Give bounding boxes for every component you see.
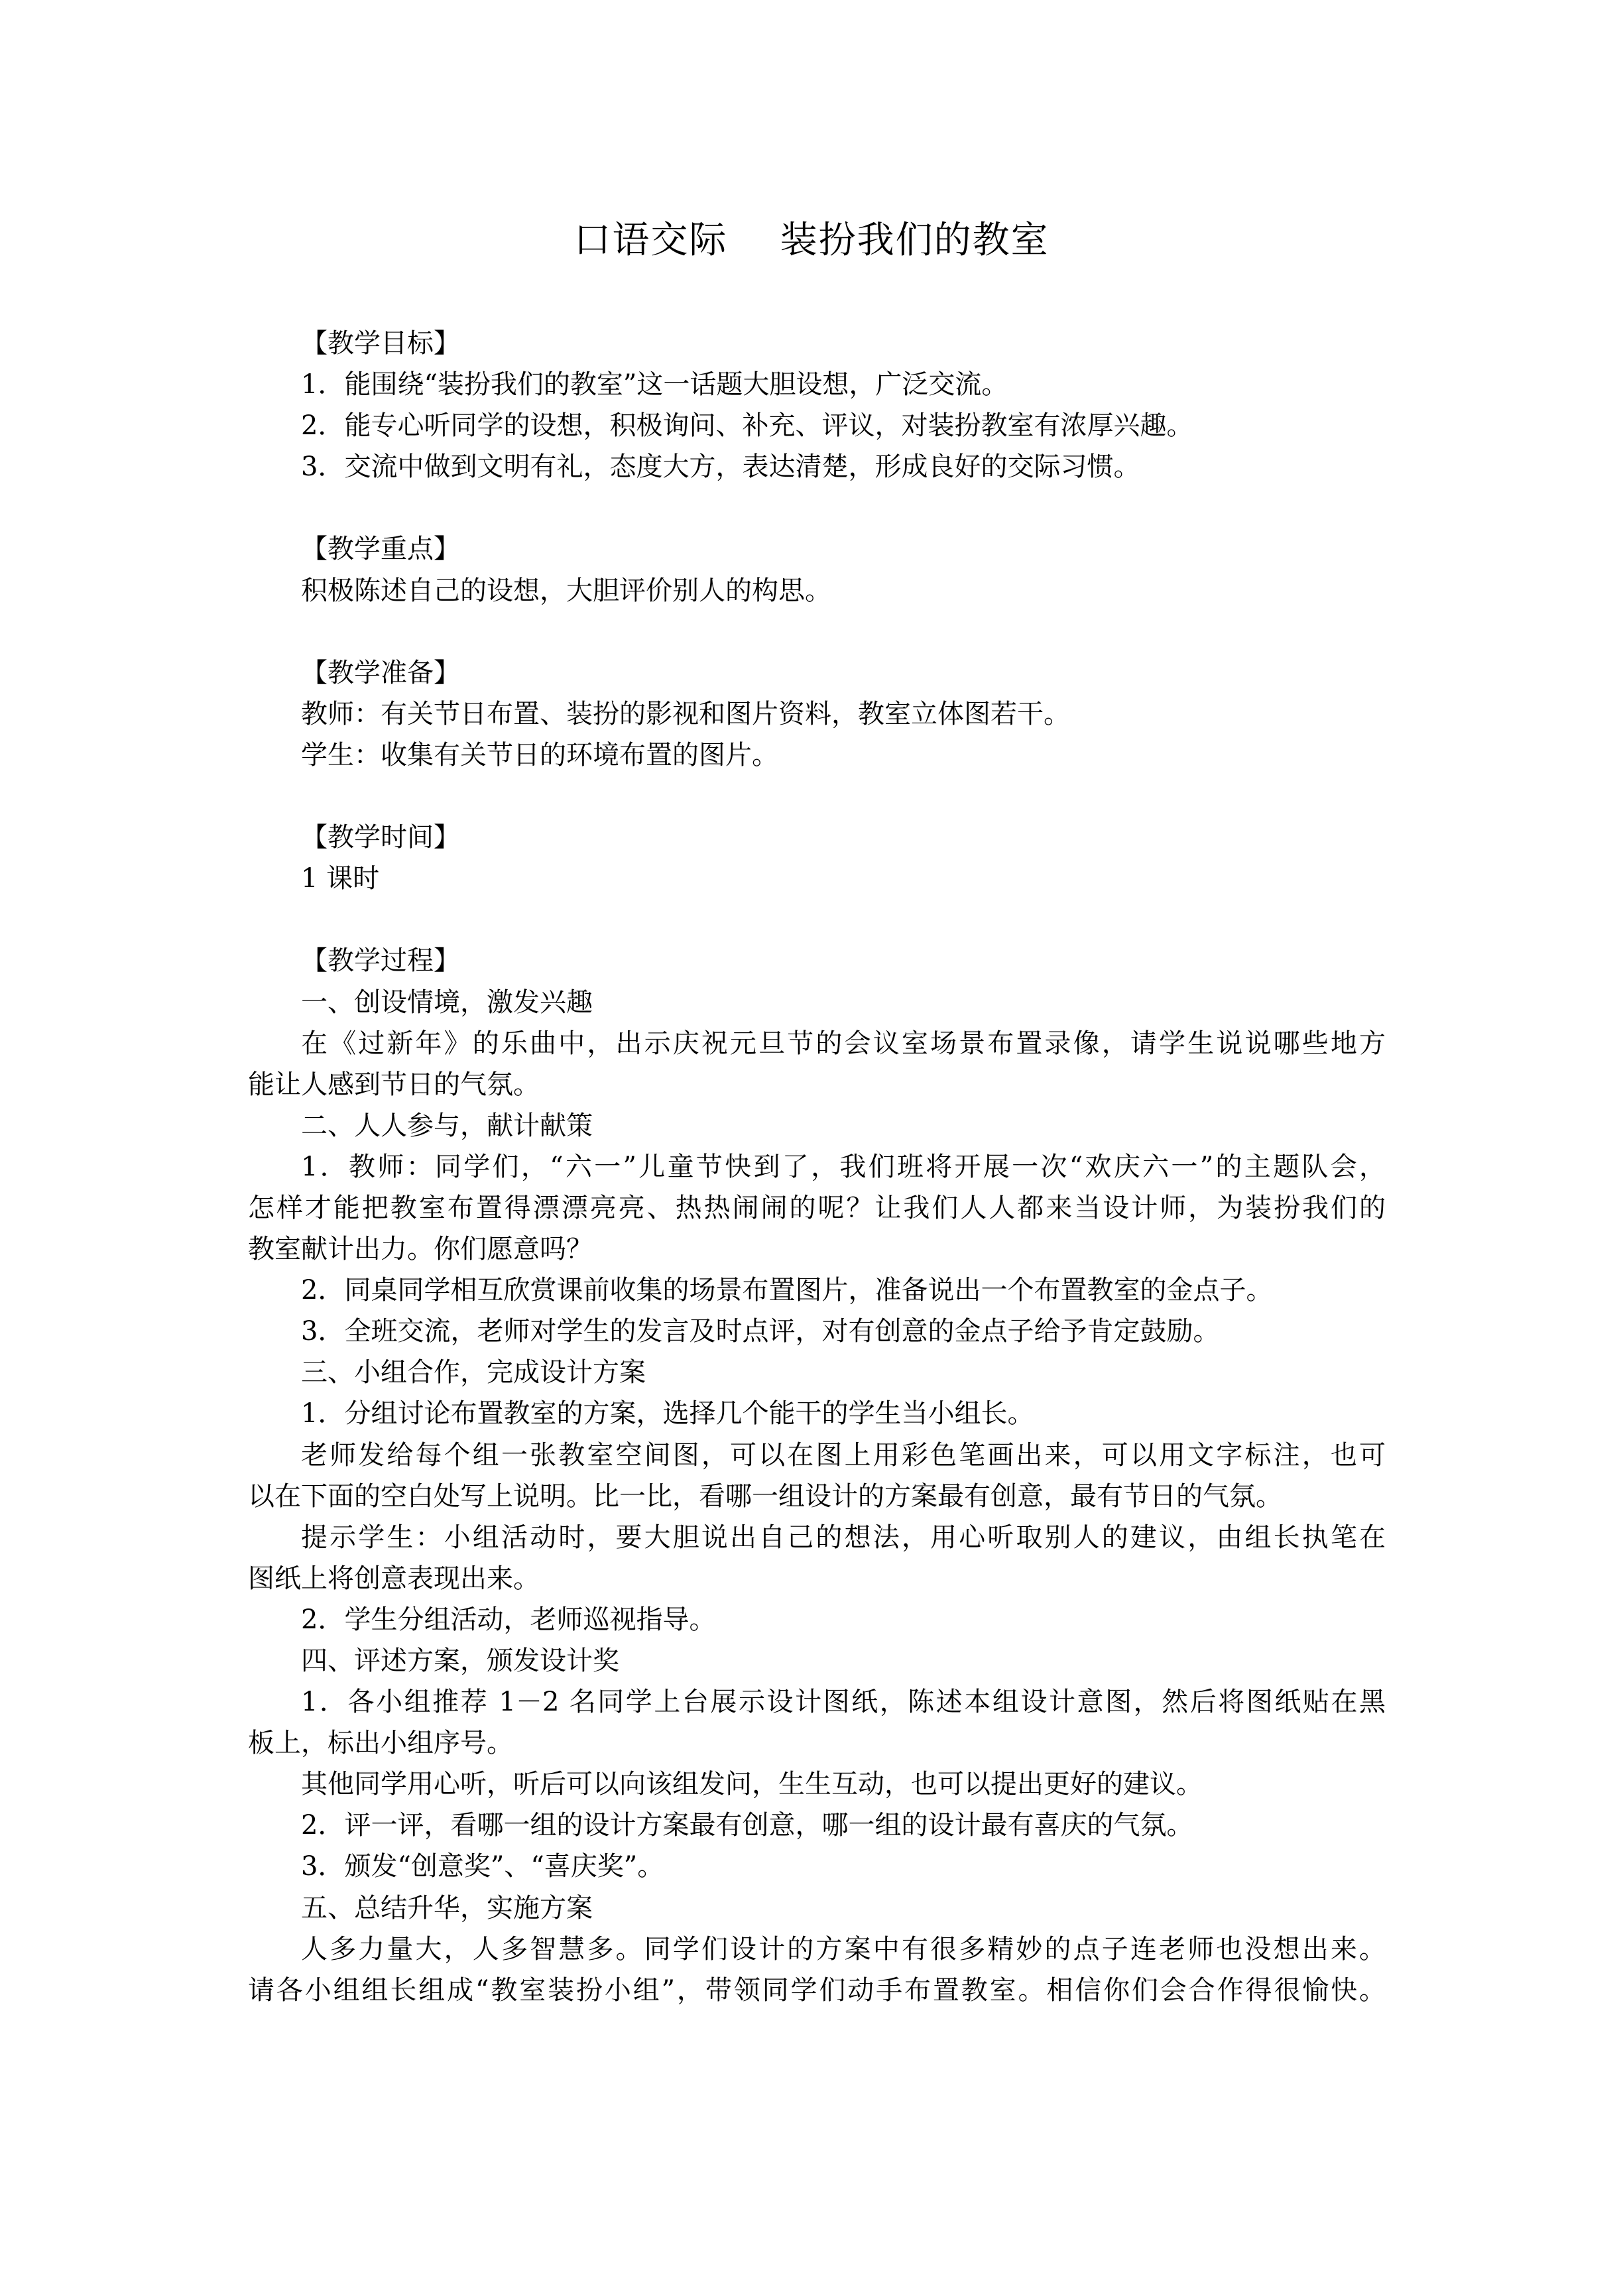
process-heading: 【教学过程】 [301,945,460,977]
spacer [248,611,1386,652]
paragraph-line: 1．各小组推荐 1－2 名同学上台展示设计图纸，陈述本组设计意图，然后将图纸贴在黑 [301,1687,1386,1718]
paragraph-line: 以在下面的空白处写上说明。比一比，看哪一组设计的方案最有创意，最有节日的气氛。 [248,1480,1282,1512]
time-heading: 【教学时间】 [301,822,460,853]
paragraph-line: 能让人感到节日的气氛。 [248,1069,540,1100]
section-title: 一、创设情境，激发兴趣 [301,987,593,1018]
paragraph-line: 2．学生分组活动，老师巡视指导。 [301,1604,716,1635]
preparation-student: 学生：收集有关节日的环境布置的图片。 [301,739,778,770]
spacer [248,776,1386,817]
paragraph-line: 板上，标出小组序号。 [248,1728,513,1759]
paragraph-line: 1．教师：同学们，“六一”儿童节快到了，我们班将开展一次“欢庆六一”的主题队会， [301,1151,1386,1182]
section-title: 五、总结升华，实施方案 [301,1892,593,1923]
paragraph-line: 1．分组讨论布置教室的方案，选择几个能干的学生当小组长。 [301,1398,1034,1429]
spacer [248,899,1386,940]
paragraph-line: 人多力量大，人多智慧多。同学们设计的方案中有很多精妙的点子连老师也没想出来。 [301,1933,1386,1964]
section-title: 三、小组合作，完成设计方案 [301,1357,646,1388]
paragraph-line: 3．颁发“创意奖”、“喜庆奖”。 [301,1851,664,1882]
paragraph-line: 2．评一评，看哪一组的设计方案最有创意，哪一组的设计最有喜庆的气氛。 [301,1810,1193,1841]
paragraph-line: 怎样才能把教室布置得漂漂亮亮、热热闹闹的呢？让我们人人都来当设计师，为装扮我们的 [248,1192,1386,1223]
key-points-text: 积极陈述自己的设想，大胆评价别人的构思。 [301,575,831,606]
objective-item: 1．能围绕“装扮我们的教室”这一话题大胆设想，广泛交流。 [301,369,1008,400]
paragraph-line: 提示学生：小组活动时，要大胆说出自己的想法，用心听取别人的建议，由组长执笔在 [301,1522,1386,1553]
key-points-heading: 【教学重点】 [301,534,460,565]
paragraph-line: 老师发给每个组一张教室空间图，可以在图上用彩色笔画出来，可以用文字标注，也可 [301,1439,1386,1471]
document-body [248,323,1386,2011]
section-title: 二、人人参与，献计献策 [301,1110,593,1141]
paragraph-line: 3．全班交流，老师对学生的发言及时点评，对有创意的金点子给予肯定鼓励。 [301,1316,1220,1347]
paragraph-line: 教室献计出力。你们愿意吗？ [248,1234,593,1265]
paragraph-line: 图纸上将创意表现出来。 [248,1563,540,1594]
objective-item: 2．能专心听同学的设想，积极询问、补充、评议，对装扮教室有浓厚兴趣。 [301,410,1193,442]
section-title: 四、评述方案，颁发设计奖 [301,1646,619,1676]
preparation-heading: 【教学准备】 [301,657,460,688]
paragraph-line: 请各小组组长组成“教室装扮小组”，带领同学们动手布置教室。相信你们会合作得很愉快。 [248,1974,1386,2006]
preparation-teacher: 教师：有关节日布置、装扮的影视和图片资料，教室立体图若干。 [301,698,1070,729]
time-text: 1 课时 [301,863,380,894]
objective-item: 3．交流中做到文明有礼，态度大方，表达清楚，形成良好的交际习惯。 [301,452,1140,483]
paragraph-line: 其他同学用心听，听后可以向该组发问，生生互动，也可以提出更好的建议。 [301,1769,1203,1800]
paragraph-line: 2．同桌同学相互欣赏课前收集的场景布置图片，准备说出一个布置教室的金点子。 [301,1275,1273,1306]
paragraph-line: 在《过新年》的乐曲中，出示庆祝元旦节的会议室场景布置录像，请学生说说哪些地方 [301,1028,1386,1059]
spacer [248,487,1386,528]
document-title: 口语交际 装扮我们的教室 [573,219,1050,262]
objectives-heading: 【教学目标】 [301,328,460,359]
